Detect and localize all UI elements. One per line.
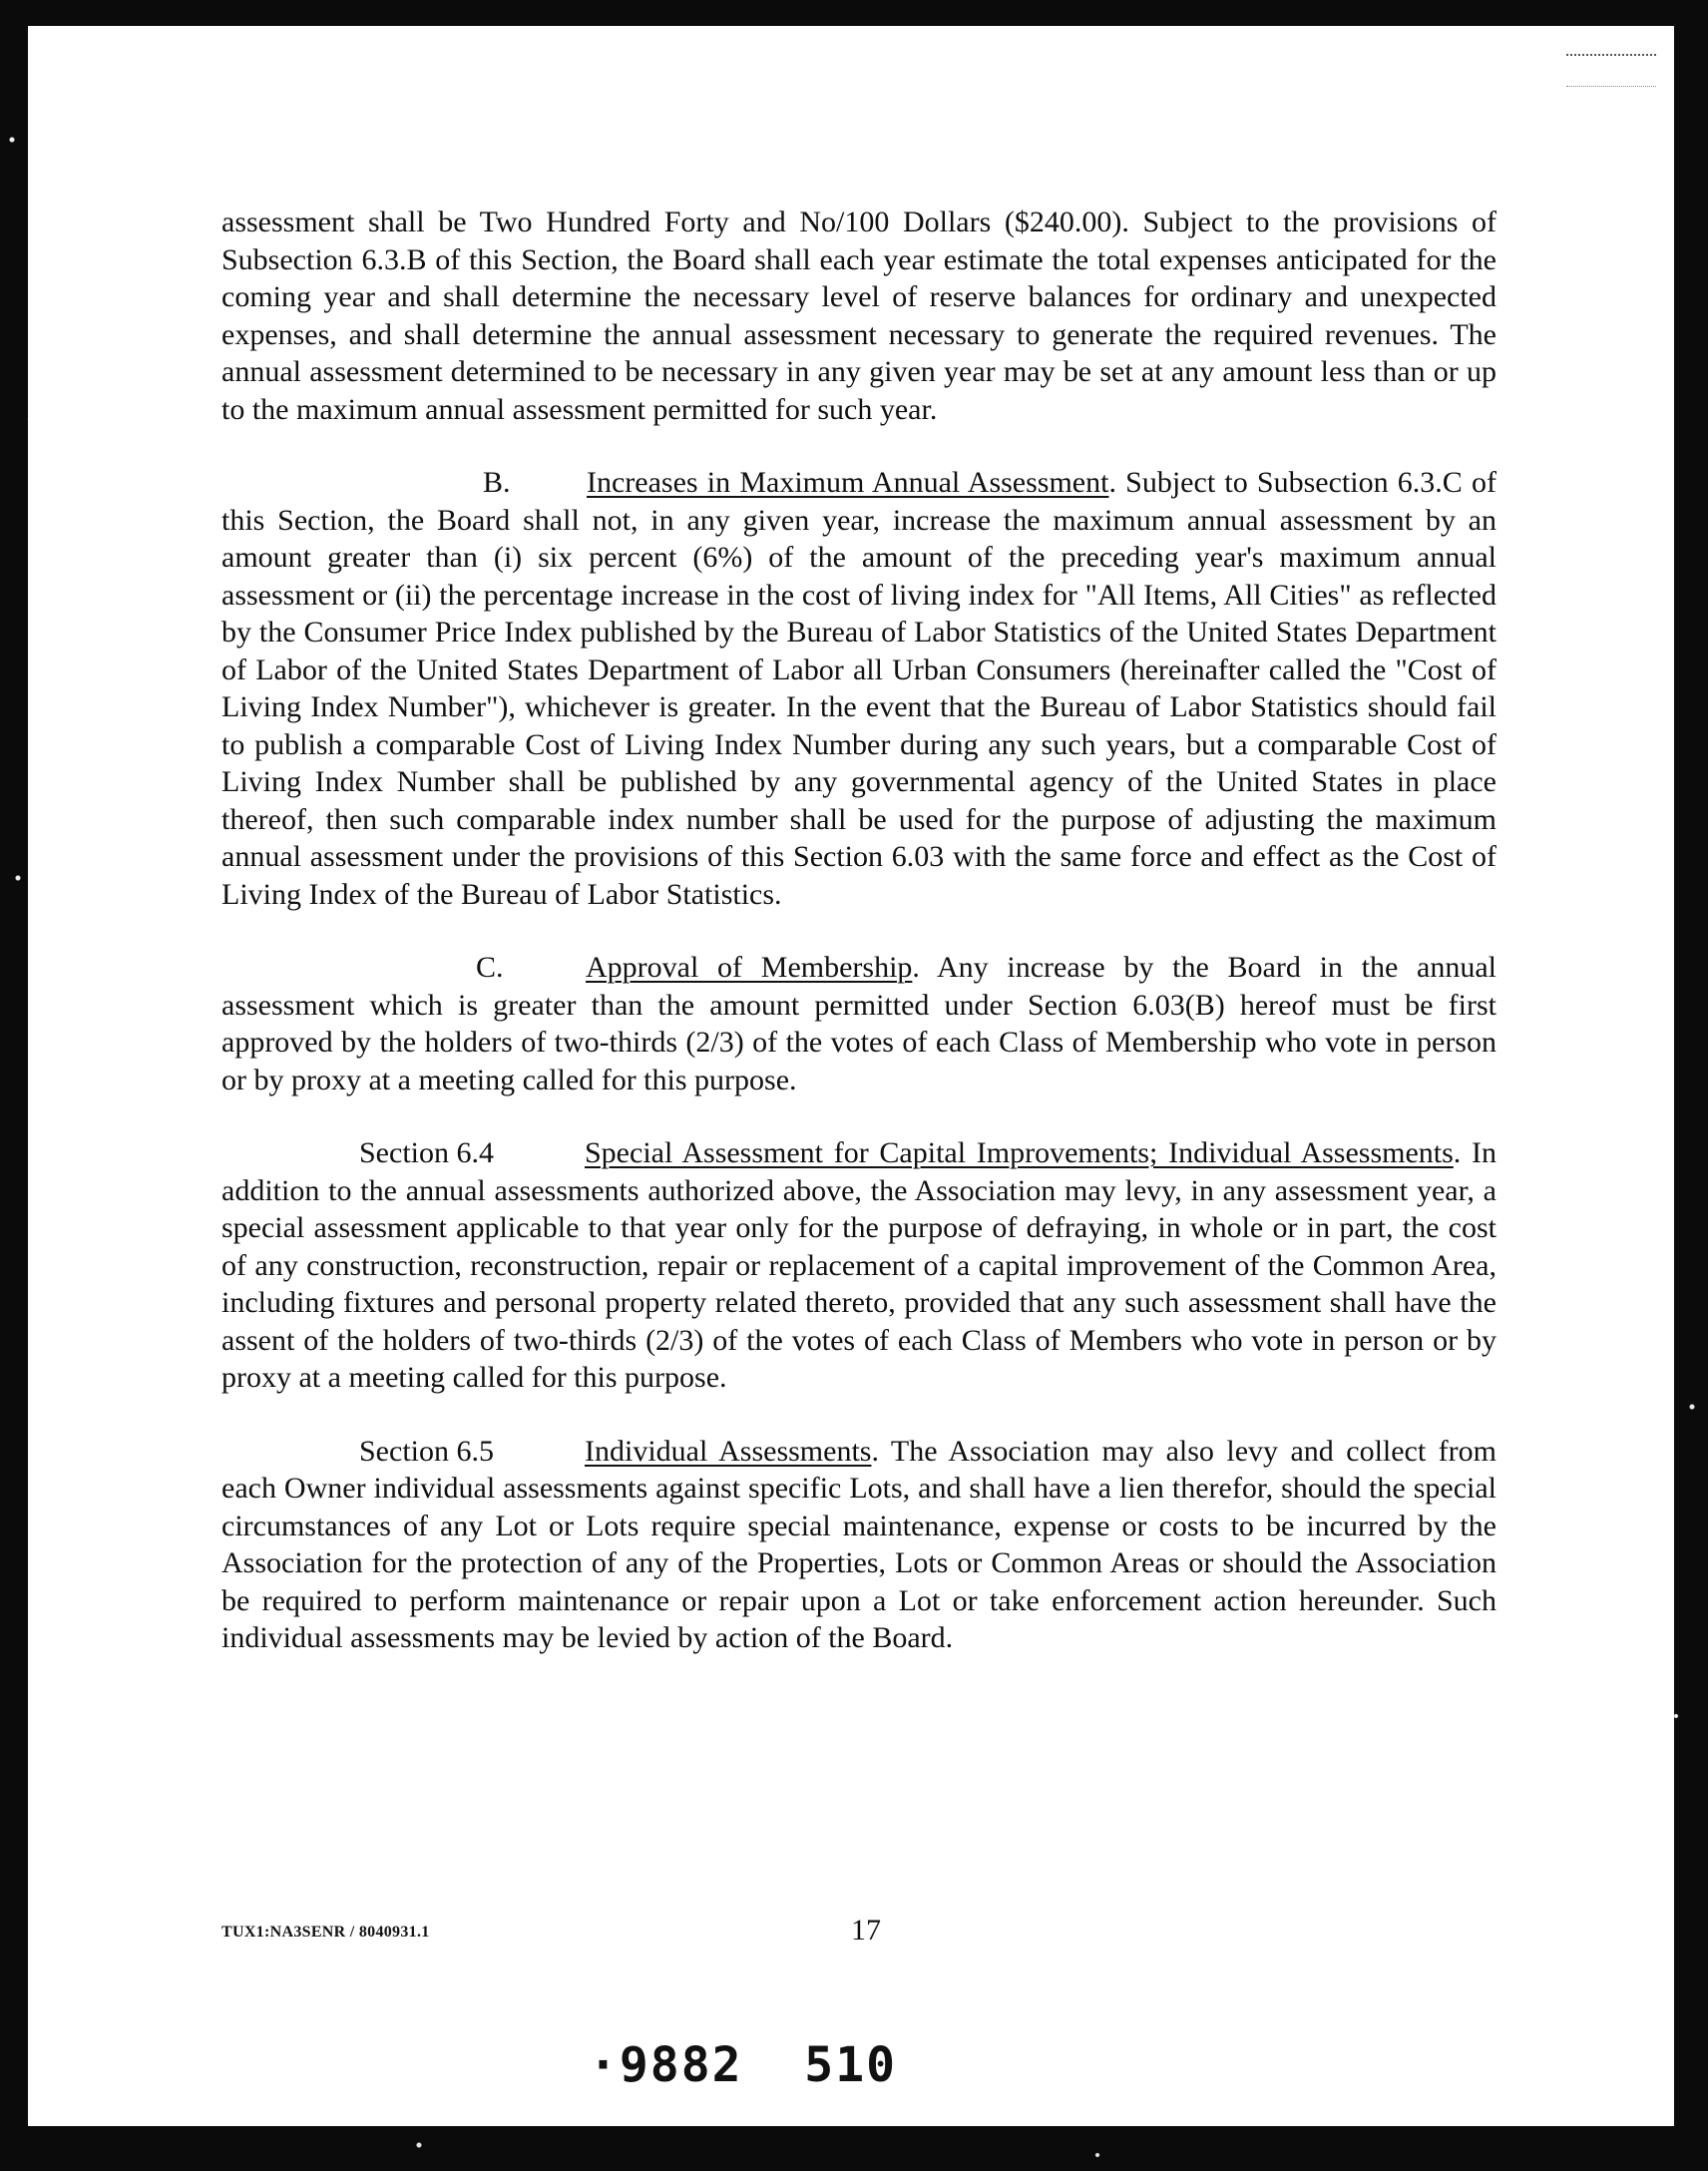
document-code: TUX1:NA3SENR / 8040931.1 [221, 1924, 430, 1941]
scan-artifact-marks [1566, 54, 1656, 87]
section-label: Section 6.4 [359, 1136, 494, 1169]
page-footer [221, 1914, 1496, 1954]
section-label: Section 6.5 [359, 1434, 494, 1468]
section-heading: Individual Assessments [585, 1434, 872, 1468]
subsection-heading: Increases in Maximum Annual Assessment [587, 466, 1109, 499]
subsection-label: B. [483, 466, 511, 499]
page-number: 17 [851, 1914, 881, 1947]
subsection-heading: Approval of Membership [586, 951, 913, 984]
paragraph-annual-assessment [221, 204, 1496, 428]
paragraph-text: . Any increase by the Board in the annual assessment which is greater than the amount permitted under Section 6.03(B) hereof must be first approved by the holders of two-thirds (2/3) of the votes of each Class of Membership who vote in person or by proxy at a meeting called for this purpose. [221, 951, 1496, 1096]
paragraph-text: . The Association may also levy and collect from each Owner individual assessments against specific Lots, and shall have a lien therefor, should the special circumstances of any Lot or Lots require special maintenance, expense or costs to be incurred by the Association for the protection of any of the Properties, Lots or Common Areas or should the Association be required to perform maintenance or repair upon a Lot or take enforcement action hereunder. Such individual assessments may be levied by action of the Board. [221, 1434, 1496, 1654]
paragraph-text: . Subject to Subsection 6.3.C of this Section, the Board shall not, in any given year, increase the maximum annual assessment by an amount greater than (i) six percent (6%) of the amount of the preceding year's maximum annual assessment or (ii) the percentage increase in the cost of living index for "All Items, All Cities" as reflected by the Consumer Price Index published by the Bureau of Labor Statistics of the United States Department of Labor of the United States Department of Labor all Urban Consumers (hereinafter called the "Cost of Living Index Number"), whichever is greater. In the event that the Bureau of Labor Statistics should fail to publish a comparable Cost of Living Index Number during any such years, but a comparable Cost of Living Index Number shall be published by any governmental agency of the United States in place thereof, then such comparable index number shall be used for the purpose of adjusting the maximum annual assessment under the provisions of this Section 6.03 with the same force and effect as the Cost of Living Index of the Bureau of Labor Statistics. [221, 466, 1497, 911]
document-body [221, 204, 1496, 1693]
paragraph-approval-membership [221, 949, 1496, 1098]
section-heading: Special Assessment for Capital Improvements; Individual Assessments [585, 1136, 1454, 1169]
book-page-stamp: ·9882 510 [589, 2037, 897, 2093]
paragraph-text: . In addition to the annual assessments authorized above, the Association may levy, in any assessment year, a special assessment applicable to that year only for the purpose of defraying, in whole or in part, the cost of any construction, reconstruction, repair or replacement of a capital improvement of the Common Area, including fixtures and personal property related thereto, provided that any such assessment shall have the assent of the holders of two-thirds (2/3) of the votes of each Class of Members who vote in person or by proxy at a meeting called for this purpose. [221, 1136, 1496, 1394]
paragraph-text: assessment shall be Two Hundred Forty and No/100 Dollars ($240.00). Subject to the provisions of Subsection 6.3.B of this Section, the Board shall each year estimate the total expenses anticipated for the coming year and shall determine the necessary level of reserve balances for ordinary and unexpected expenses, and shall determine the annual assessment necessary to generate the required revenues. The annual assessment determined to be necessary in any given year may be set at any amount less than or up to the maximum annual assessment permitted for such year. [221, 206, 1496, 426]
paragraph-section-6-5 [221, 1433, 1496, 1657]
paragraph-increases-maximum [221, 464, 1496, 913]
paragraph-section-6-4 [221, 1134, 1496, 1397]
subsection-label: C. [476, 951, 504, 984]
